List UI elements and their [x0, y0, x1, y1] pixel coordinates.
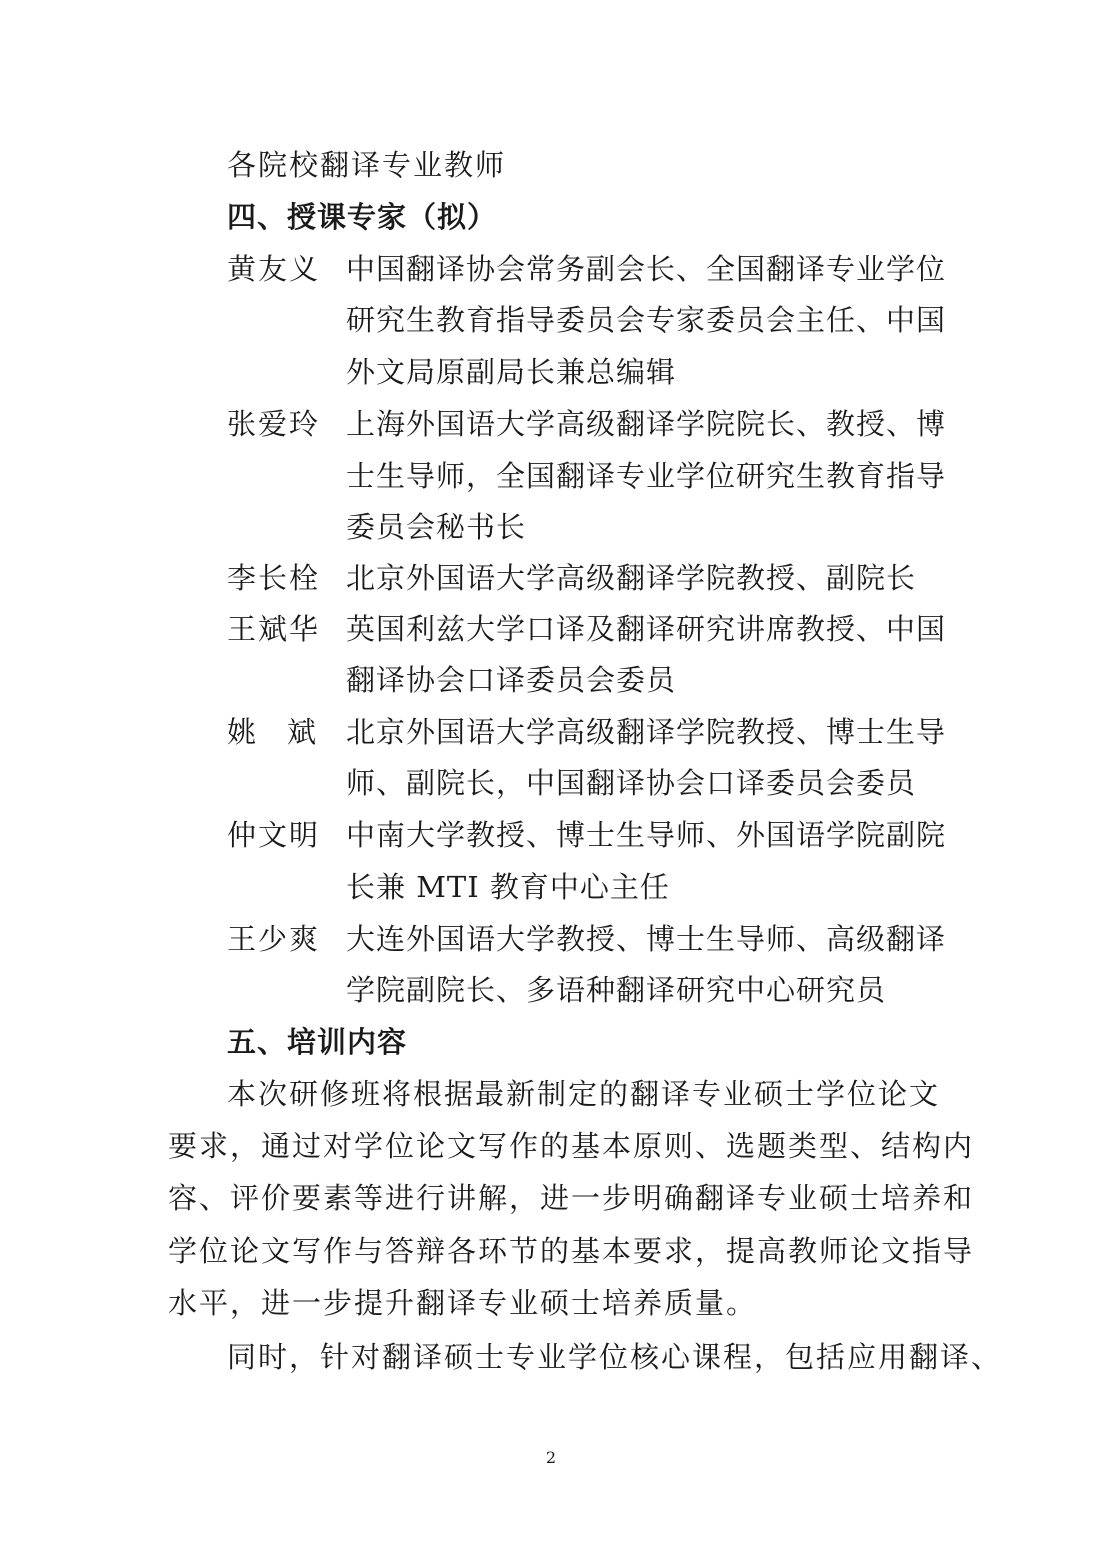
section-heading-content: 五、培训内容: [227, 1025, 408, 1059]
intro-line: 各院校翻译专业教师: [227, 148, 507, 182]
expert-name: 王斌华: [227, 612, 321, 646]
expert-desc-line: 士生导师，全国翻译专业学位研究生教育指导: [346, 459, 947, 493]
expert-name: 王少爽: [227, 922, 321, 956]
expert-desc-line: 北京外国语大学高级翻译学院教授、副院长: [346, 561, 917, 595]
expert-desc-line: 学院副院长、多语种翻译研究中心研究员: [346, 973, 887, 1007]
expert-desc-line: 委员会秘书长: [346, 510, 527, 544]
expert-name: 黄友义: [227, 252, 321, 286]
paragraph-line: 容、评价要素等进行讲解，进一步明确翻译专业硕士培养和: [168, 1181, 975, 1215]
expert-name: 仲文明: [227, 818, 321, 852]
expert-desc-line: 中南大学教授、博士生导师、外国语学院副院: [346, 818, 947, 852]
paragraph-line: 水平，进一步提升翻译专业硕士培养质量。: [168, 1286, 758, 1320]
expert-name: 张爱玲: [227, 407, 321, 441]
expert-desc-line: 大连外国语大学教授、博士生导师、高级翻译: [346, 922, 947, 956]
expert-desc-line: 北京外国语大学高级翻译学院教授、博士生导: [346, 715, 947, 749]
expert-desc-line: 长兼 MTI 教育中心主任: [346, 870, 670, 904]
expert-desc-line: 研究生教育指导委员会专家委员会主任、中国: [346, 303, 947, 337]
expert-name: [227, 714, 316, 750]
expert-name-part: 姚: [227, 715, 257, 749]
paragraph-line: 同时，针对翻译硕士专业学位核心课程，包括应用翻译、: [227, 1340, 1003, 1374]
expert-desc-line: 中国翻译协会常务副会长、全国翻译专业学位: [346, 252, 947, 286]
expert-desc-line: 外文局原副局长兼总编辑: [346, 355, 677, 389]
paragraph-line: 学位论文写作与答辩各环节的基本要求，提高教师论文指导: [168, 1234, 975, 1268]
expert-name: 李长栓: [227, 561, 321, 595]
expert-desc-line: 翻译协会口译委员会委员: [346, 663, 677, 697]
expert-desc-line: 师、副院长，中国翻译协会口译委员会委员: [346, 766, 917, 800]
page-number: 2: [545, 1448, 557, 1467]
expert-desc-line: 英国利兹大学口译及翻译研究讲席教授、中国: [346, 612, 947, 646]
section-heading-experts: 四、授课专家（拟）: [227, 200, 498, 234]
paragraph-line: 要求，通过对学位论文写作的基本原则、选题类型、结构内: [168, 1129, 975, 1163]
expert-desc-line: 上海外国语大学高级翻译学院院长、教授、博: [346, 407, 947, 441]
expert-name-part: 斌: [287, 715, 317, 749]
paragraph-line: 本次研修班将根据最新制定的翻译专业硕士学位论文: [227, 1077, 941, 1111]
